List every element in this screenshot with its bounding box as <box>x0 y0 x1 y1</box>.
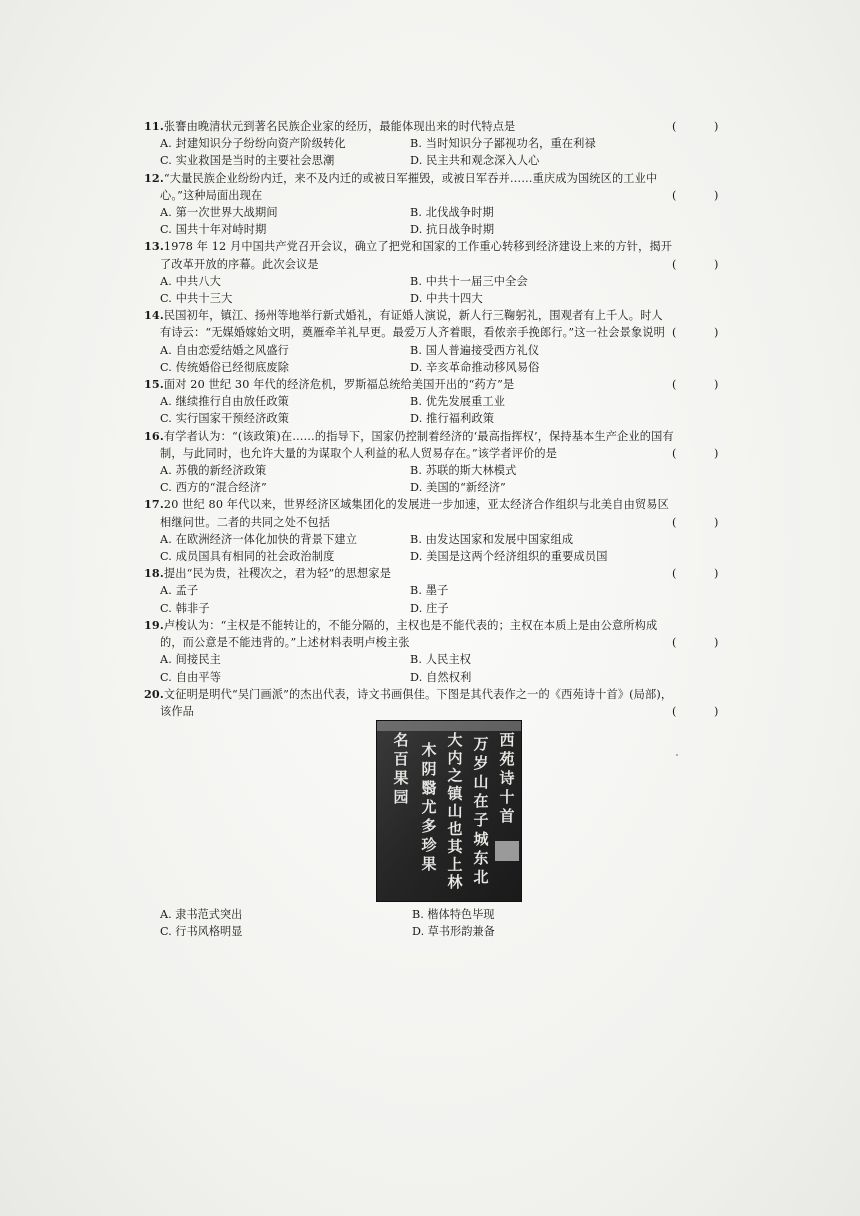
calligraphy-scroll <box>377 721 521 901</box>
option-b[interactable]: B. 苏联的斯大林模式 <box>410 464 517 478</box>
question-15 <box>144 376 730 428</box>
option-b[interactable]: B. 北伐战争时期 <box>410 206 494 220</box>
option-d[interactable]: D. 美国是这两个经济组织的重要成员国 <box>410 550 608 564</box>
question-text: 有学者认为：“(该政策)在……的指导下，国家仍控制着经济的‘最高指挥权’，保持基本生产企业的国有制，与此同时，也允许大量的为谋取个人利益的私人贸易存在。”该学者评价的是 <box>160 429 674 460</box>
calligraphy-char: 山 <box>447 802 463 821</box>
option-a[interactable]: A. 继续推行自由放任政策 <box>160 395 290 409</box>
calligraphy-char: 大 <box>447 731 463 749</box>
option-a[interactable]: A. 在欧洲经济一体化加快的背景下建立 <box>160 532 358 546</box>
calligraphy-char: 多 <box>421 817 437 835</box>
question-stem <box>144 170 730 204</box>
answer-blank[interactable]: ( ) <box>672 326 719 340</box>
calligraphy-char: 苑 <box>499 750 515 768</box>
question-text: 面对 20 世纪 30 年代的经济危机，罗斯福总统给美国开出的“药方”是 <box>163 378 515 392</box>
question-text: 1978 年 12 月中国共产党召开会议，确立了把党和国家的工作重心转移到经济建设上来的方针，揭开了改革开放的序幕。此次会议是 <box>160 240 673 271</box>
question-stem <box>144 617 730 651</box>
calligraphy-char: 镇 <box>447 784 463 803</box>
calligraphy-char: 子 <box>473 811 489 829</box>
option-c[interactable]: C. 韩非子 <box>160 601 210 615</box>
question-17 <box>144 496 730 565</box>
question-stem <box>144 565 730 582</box>
calligraphy-char: 阴 <box>421 760 437 778</box>
answer-blank[interactable]: ( ) <box>672 378 719 392</box>
option-c[interactable]: C. 实行国家干预经济政策 <box>160 412 290 426</box>
calligraphy-char: 林 <box>447 873 463 892</box>
question-18 <box>144 565 730 617</box>
options <box>144 342 730 376</box>
option-d[interactable]: D. 辛亥革命推动移风易俗 <box>410 360 540 374</box>
answer-blank[interactable]: ( ) <box>672 636 719 650</box>
answer-blank[interactable]: ( ) <box>672 188 719 202</box>
q20-option-c[interactable]: C. 行书风格明显 <box>160 925 243 939</box>
option-a[interactable]: A. 封建知识分子纷纷向资产阶级转化 <box>160 137 346 151</box>
calligraphy-char: 也 <box>447 819 463 838</box>
options <box>144 531 730 565</box>
option-c[interactable]: C. 国共十年对峙时期 <box>160 223 267 237</box>
calligraphy-char: 尤 <box>421 798 437 816</box>
speck <box>676 754 678 756</box>
answer-blank[interactable]: ( ) <box>672 704 719 718</box>
question-12 <box>144 170 730 239</box>
question-14 <box>144 307 730 376</box>
question-text: 20 世纪 80 年代以来，世界经济区域集团化的发展进一步加速，亚太经济合作组织与北美自由贸易区相继问世。二者的共同之处不包括 <box>160 498 669 529</box>
option-a[interactable]: A. 中共八大 <box>160 274 221 288</box>
question-list <box>144 118 730 720</box>
option-c[interactable]: C. 成员国具有相同的社会政治制度 <box>160 550 335 564</box>
seal-stamp <box>495 841 519 861</box>
q20-option-a[interactable]: A. 隶书范式突出 <box>160 908 243 921</box>
option-d[interactable]: D. 推行福利政策 <box>410 412 495 426</box>
calligraphy-char: 北 <box>473 868 489 886</box>
option-b[interactable]: B. 由发达国家和发展中国家组成 <box>410 532 574 546</box>
question-stem <box>144 307 730 341</box>
answer-blank[interactable]: ( ) <box>672 257 719 271</box>
question-number: 19. <box>144 617 164 632</box>
calligraphy-char: 首 <box>499 807 515 825</box>
calligraphy-char: 果 <box>393 769 409 787</box>
option-a[interactable]: A. 孟子 <box>160 584 199 598</box>
question-20 <box>144 686 730 720</box>
question-text: 民国初年，镇江、扬州等地举行新式婚礼，有证婚人演说，新人行三鞠躬礼，围观者有上千人。时人有诗云：“无媒婚嫁始文明，奠雁牵羊礼早更。最爱万人齐着眼，看侬亲手挽郎行。”这一社会景象说明 <box>160 309 665 340</box>
calligraphy-char: 诗 <box>499 769 515 787</box>
option-d[interactable]: D. 民主共和观念深入人心 <box>410 154 540 168</box>
calligraphy-char: 十 <box>499 788 515 806</box>
q20-option-b[interactable]: B. 楷体特色毕现 <box>412 908 495 921</box>
answer-blank[interactable]: ( ) <box>672 567 719 581</box>
calligraphy-char: 岁 <box>473 754 489 772</box>
calligraphy-char: 其 <box>447 837 463 856</box>
question-text: 提出“民为贵，社稷次之，君为轻”的思想家是 <box>163 567 392 581</box>
option-d[interactable]: D. 抗日战争时期 <box>410 223 495 237</box>
question-stem <box>144 118 730 135</box>
option-c[interactable]: C. 自由平等 <box>160 670 222 684</box>
question-number: 11. <box>144 119 164 133</box>
question-19 <box>144 617 730 686</box>
question-text: “大量民族企业纷纷内迁，来不及内迁的或被日军摧毁，或被日军吞并……重庆成为国统区的工业中心。”这种局面出现在 <box>160 171 658 202</box>
options <box>144 135 730 169</box>
calligraphy-char: 万 <box>473 735 489 753</box>
q20-options <box>160 906 672 940</box>
option-b[interactable]: B. 中共十一届三中全会 <box>410 274 528 288</box>
answer-blank[interactable]: ( ) <box>672 515 719 529</box>
question-13 <box>144 238 730 307</box>
calligraphy-char: 上 <box>447 855 463 874</box>
options <box>144 582 730 616</box>
calligraphy-char: 之 <box>447 766 463 785</box>
calligraphy-char: 园 <box>393 788 409 806</box>
option-b[interactable]: B. 当时知识分子鄙视功名，重在利禄 <box>410 137 596 151</box>
calligraphy-char: 名 <box>393 731 409 749</box>
option-a[interactable]: A. 间接民主 <box>160 653 221 667</box>
options <box>144 651 730 685</box>
question-number: 16. <box>144 428 164 443</box>
calligraphy-char: 珍 <box>421 836 437 854</box>
question-text: 卢梭认为：“主权是不能转让的，不能分隔的，主权也是不能代表的；主权在本质上是由公意所构成的，而公意是不能违背的。”上述材料表明卢梭主张 <box>160 618 658 650</box>
option-a[interactable]: A. 自由恋爱结婚之风盛行 <box>160 343 290 357</box>
options <box>144 393 730 427</box>
options <box>144 273 730 307</box>
calligraphy-char: 木 <box>421 741 437 759</box>
option-c[interactable]: C. 中共十三大 <box>160 292 233 306</box>
option-c[interactable]: C. 实业救国是当时的主要社会思潮 <box>160 154 335 168</box>
option-b[interactable]: B. 墨子 <box>410 584 449 598</box>
question-stem <box>144 496 730 530</box>
q20-option-d[interactable]: D. 草书形韵兼备 <box>412 925 495 939</box>
question-text: 文征明是明代“吴门画派”的杰出代表，诗文书画俱佳。下图是其代表作之一的《西苑诗十首》(局部)，该作品 <box>160 687 673 718</box>
option-b[interactable]: B. 人民主权 <box>410 653 472 667</box>
calligraphy-char: 内 <box>447 748 463 767</box>
question-stem <box>144 376 730 393</box>
question-11 <box>144 118 730 170</box>
question-stem <box>144 686 730 720</box>
option-d[interactable]: D. 自然权利 <box>410 670 472 684</box>
option-d[interactable]: D. 中共十四大 <box>410 292 483 306</box>
calligraphy-char: 城 <box>473 830 489 848</box>
question-stem <box>144 238 730 272</box>
option-c[interactable]: C. 西方的“混合经济” <box>160 481 267 495</box>
question-16 <box>144 428 730 497</box>
calligraphy-char: 东 <box>473 849 489 867</box>
calligraphy-image <box>376 720 522 902</box>
question-text: 张謇由晚清状元到著名民族企业家的经历，最能体现出来的时代特点是 <box>163 120 516 133</box>
question-number: 15. <box>144 377 164 392</box>
calligraphy-char: 翳 <box>421 779 437 797</box>
calligraphy-char: 在 <box>473 792 489 810</box>
question-number: 12. <box>144 170 164 185</box>
option-a[interactable]: A. 苏俄的新经济政策 <box>160 464 267 478</box>
question-number: 18. <box>144 566 164 581</box>
option-c[interactable]: C. 传统婚俗已经彻底废除 <box>160 360 290 374</box>
question-number: 20. <box>144 686 164 701</box>
option-d[interactable]: D. 美国的“新经济” <box>410 481 506 495</box>
answer-blank[interactable]: ( ) <box>672 446 719 460</box>
calligraphy-char: 山 <box>473 773 489 791</box>
option-b[interactable]: B. 优先发展重工业 <box>410 395 506 409</box>
calligraphy-char: 西 <box>499 731 515 749</box>
option-b[interactable]: B. 国人普遍接受西方礼仪 <box>410 343 540 357</box>
question-number: 14. <box>144 308 164 323</box>
question-stem <box>144 428 730 462</box>
option-d[interactable]: D. 庄子 <box>410 601 449 615</box>
calligraphy-char: 果 <box>421 855 437 873</box>
question-number: 17. <box>144 497 164 512</box>
options <box>144 462 730 496</box>
option-a[interactable]: A. 第一次世界大战期间 <box>160 206 278 220</box>
answer-blank[interactable]: ( ) <box>672 120 719 133</box>
options <box>144 204 730 238</box>
calligraphy-char: 百 <box>393 750 409 768</box>
question-number: 13. <box>144 239 164 254</box>
